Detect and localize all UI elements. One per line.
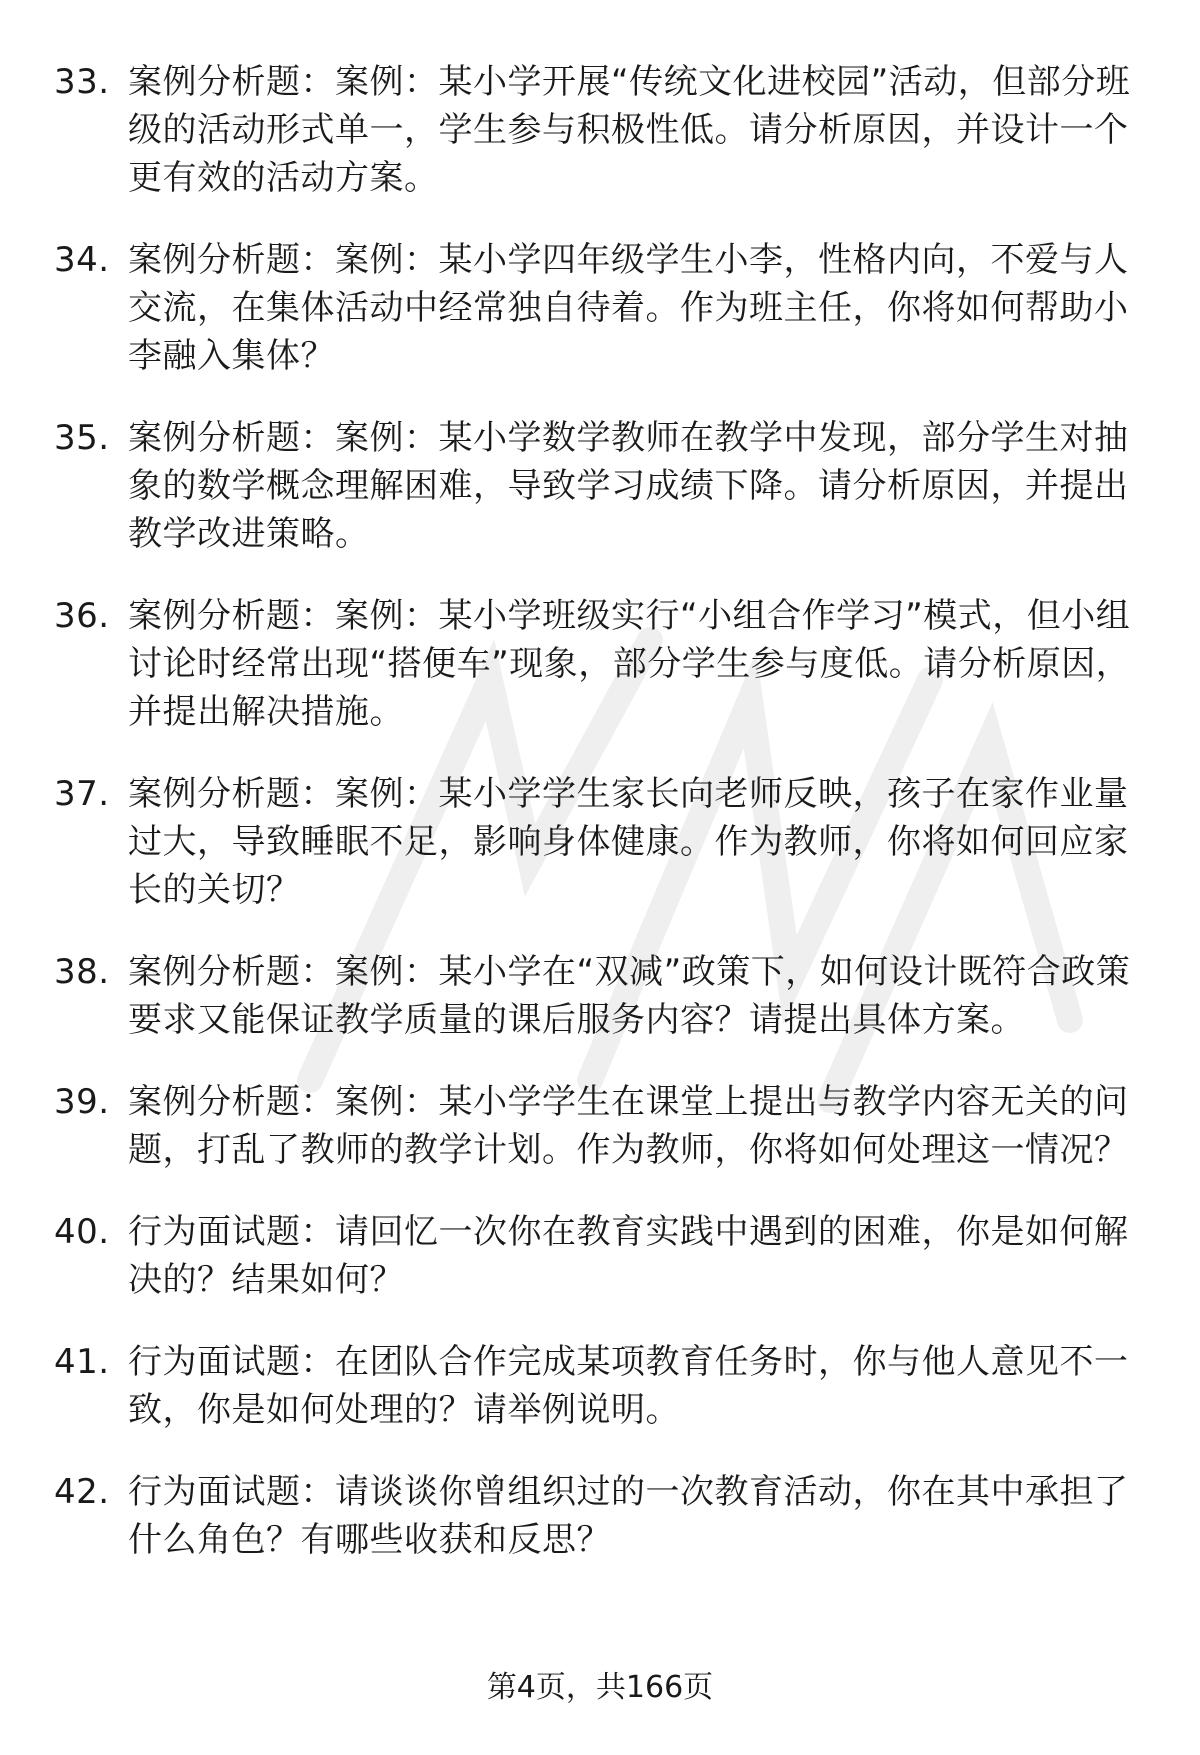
question-text: 案例分析题：案例：某小学班级实行“小组合作学习”模式，但小组讨论时经常出现“搭便车”现象，部分学生参与度低。请分析原因，并提出解决措施。 xyxy=(128,596,1131,732)
question-number: 33. xyxy=(54,62,110,102)
question-text: 案例分析题：案例：某小学学生在课堂上提出与教学内容无关的问题，打乱了教师的教学计划。作为教师，你将如何处理这一情况？ xyxy=(128,1082,1129,1170)
question-item-33 xyxy=(0,58,1200,202)
question-text: 行为面试题：请回忆一次你在教育实践中遇到的困难，你是如何解决的？结果如何？ xyxy=(128,1212,1129,1300)
question-item-41 xyxy=(0,1338,1200,1434)
question-number: 41. xyxy=(54,1342,110,1382)
question-item-38 xyxy=(0,948,1200,1044)
question-number: 38. xyxy=(54,952,110,992)
question-number: 37. xyxy=(54,774,110,814)
question-number: 40. xyxy=(54,1212,110,1252)
question-text: 案例分析题：案例：某小学四年级学生小李，性格内向，不爱与人交流，在集体活动中经常独自待着。作为班主任，你将如何帮助小李融入集体？ xyxy=(128,240,1129,376)
question-text: 行为面试题：请谈谈你曾组织过的一次教育活动，你在其中承担了什么角色？有哪些收获和反思？ xyxy=(128,1472,1129,1560)
question-number: 36. xyxy=(54,596,110,636)
question-number: 35. xyxy=(54,418,110,458)
question-item-34 xyxy=(0,236,1200,380)
question-item-35 xyxy=(0,414,1200,558)
question-item-36 xyxy=(0,592,1200,736)
question-text: 行为面试题：在团队合作完成某项教育任务时，你与他人意见不一致，你是如何处理的？请举例说明。 xyxy=(128,1342,1129,1430)
question-text: 案例分析题：案例：某小学开展“传统文化进校园”活动，但部分班级的活动形式单一，学生参与积极性低。请分析原因，并设计一个更有效的活动方案。 xyxy=(128,62,1131,198)
page-footer: 第4页，共166页 xyxy=(486,1670,714,1705)
question-number: 39. xyxy=(54,1082,110,1122)
question-item-39 xyxy=(0,1078,1200,1174)
question-number: 34. xyxy=(54,240,110,280)
question-item-37 xyxy=(0,770,1200,914)
question-number: 42. xyxy=(54,1472,110,1512)
question-item-42 xyxy=(0,1468,1200,1564)
question-list xyxy=(0,58,1200,1598)
question-text: 案例分析题：案例：某小学学生家长向老师反映，孩子在家作业量过大，导致睡眠不足，影响身体健康。作为教师，你将如何回应家长的关切？ xyxy=(128,774,1129,910)
question-text: 案例分析题：案例：某小学在“双减”政策下，如何设计既符合政策要求又能保证教学质量的课后服务内容？请提出具体方案。 xyxy=(128,952,1131,1040)
question-text: 案例分析题：案例：某小学数学教师在教学中发现，部分学生对抽象的数学概念理解困难，导致学习成绩下降。请分析原因，并提出教学改进策略。 xyxy=(128,418,1129,554)
question-item-40 xyxy=(0,1208,1200,1304)
